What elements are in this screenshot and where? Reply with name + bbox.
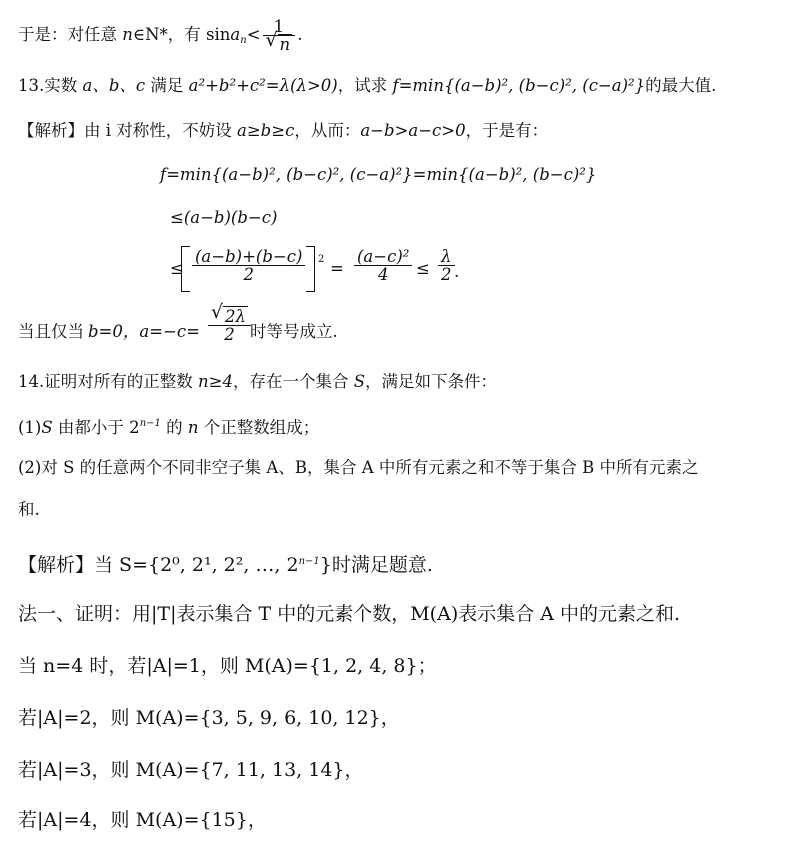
s14-text-end: }时满足题意. bbox=[319, 554, 433, 576]
s14-case3: 若|A|=3，则 M(A)={7, 11, 13, 14}， bbox=[18, 759, 364, 781]
s13-le: ≤ bbox=[170, 259, 184, 278]
line1-lt: < bbox=[246, 25, 261, 44]
s14-text: 当 S={2⁰, 2¹, 2², …, 2 bbox=[94, 554, 299, 576]
s13-when-pre: 当且仅当 bbox=[18, 322, 84, 341]
s14-case4: 若|A|=4，则 M(A)={15}， bbox=[18, 809, 267, 831]
s14-tag: 【解析】 bbox=[18, 554, 95, 576]
p14-c1-S: S bbox=[41, 418, 53, 437]
p14-c1-exp: n−1 bbox=[139, 418, 161, 429]
s13-when-post: 时等号成立. bbox=[250, 322, 338, 341]
s13-sq: 2 bbox=[318, 254, 325, 265]
solution-13-intro bbox=[18, 121, 548, 141]
p14-c1-post: 个正整数组成； bbox=[198, 418, 320, 437]
p13-middle: 满足 bbox=[145, 76, 189, 95]
s13-eq1: f=min{(a−b)², (b−c)², (c−a)²}=min{(a−b)², (b−c)²} bbox=[160, 165, 597, 184]
line1-in: ∈N*，有 sin bbox=[132, 25, 231, 44]
line1-prefix: 于是：对任意 bbox=[18, 25, 123, 44]
p13-cond: a²+b²+c²=λ(λ>0) bbox=[188, 76, 338, 95]
s13-when-rad: 2λ bbox=[225, 307, 246, 326]
line1-den: n bbox=[279, 35, 291, 54]
s14-exp: n−1 bbox=[298, 556, 320, 567]
p14-c1-n: n bbox=[187, 418, 199, 437]
line1-sub: n bbox=[240, 35, 247, 46]
problem-14 bbox=[18, 372, 497, 392]
s13-le2: ≤ bbox=[416, 259, 430, 278]
p14-p3: ，满足如下条件： bbox=[365, 372, 498, 391]
s13-eq: = bbox=[330, 259, 344, 278]
s13-frac1-den: 2 bbox=[243, 265, 254, 284]
s14-case1: 当 n=4 时，若|A|=1，则 M(A)={1, 2, 4, 8}； bbox=[18, 655, 437, 677]
s13-when-den: 2 bbox=[224, 325, 235, 344]
p14-n: n≥4 bbox=[198, 372, 233, 391]
s13-frac1-num: (a−b)+(b−c) bbox=[192, 248, 305, 266]
text-line-1 bbox=[18, 18, 302, 53]
p13-label: 13.实数 bbox=[18, 76, 83, 95]
p14-S: S bbox=[353, 372, 366, 391]
left-bracket bbox=[181, 246, 190, 292]
p13-tail: 的最大值. bbox=[645, 76, 717, 95]
s14-case2: 若|A|=2，则 M(A)={3, 5, 9, 6, 10, 12}， bbox=[18, 707, 400, 729]
s14-method: 法一、证明：用|T|表示集合 T 中的元素个数，M(A)表示集合 A 中的元素之和. bbox=[18, 603, 681, 625]
s13-frac3 bbox=[438, 248, 455, 283]
s13-frac1 bbox=[192, 248, 305, 283]
right-bracket bbox=[306, 246, 315, 292]
s13-text1: 由 i 对称性，不妨设 bbox=[84, 121, 238, 140]
p13-ask: ，试求 bbox=[337, 76, 393, 95]
p14-cond1 bbox=[18, 414, 319, 438]
s13-when-b: b=0，a=−c= bbox=[88, 322, 200, 341]
p14-p1: 14.证明对所有的正整数 bbox=[18, 372, 198, 391]
s13-tag: 【解析】 bbox=[18, 121, 84, 140]
s13-text2: ，从而： bbox=[294, 121, 361, 140]
s13-when-frac bbox=[208, 301, 251, 344]
p14-c1-mid: 由都小于 2 bbox=[52, 418, 140, 437]
s13-two: 2 bbox=[441, 265, 452, 284]
s13-frac2 bbox=[354, 248, 412, 283]
s13-lambda: λ bbox=[438, 248, 455, 266]
s13-ineq: a−b>a−c>0 bbox=[360, 121, 466, 140]
s13-eq2: ≤(a−b)(b−c) bbox=[170, 208, 278, 227]
line1-fraction bbox=[263, 18, 296, 53]
problem-13 bbox=[18, 76, 716, 96]
p13-vars: a、b、c bbox=[82, 76, 146, 95]
p13-f: f=min{(a−b)², (b−c)², (c−a)²} bbox=[392, 76, 646, 95]
s14-intro bbox=[18, 550, 433, 577]
s13-when-root: √ bbox=[211, 301, 224, 323]
p14-cond2: (2)对 S 的任意两个不同非空子集 A、B，集合 A 中所有元素之和不等于集合 B 中所有元素之 bbox=[18, 458, 699, 477]
s13-frac2-num: (a−c)² bbox=[354, 248, 412, 266]
s13-assume: a≥b≥c bbox=[237, 121, 295, 140]
s13-frac2-den: 4 bbox=[377, 265, 389, 284]
line1-a: a bbox=[230, 25, 241, 44]
p14-cond2-end: 和. bbox=[18, 500, 40, 519]
line1-sqrt: √ n bbox=[265, 29, 291, 54]
line1-num: 1 bbox=[263, 18, 296, 36]
p14-p2: ，存在一个集合 bbox=[232, 372, 354, 391]
s13-dot: . bbox=[454, 262, 460, 281]
p14-c1-pre: (1) bbox=[18, 418, 42, 437]
line1-n: n bbox=[122, 25, 133, 44]
line1-end: . bbox=[297, 25, 303, 44]
p14-c1-mid2: 的 bbox=[160, 418, 188, 437]
s13-text3: ，于是有： bbox=[465, 121, 549, 140]
